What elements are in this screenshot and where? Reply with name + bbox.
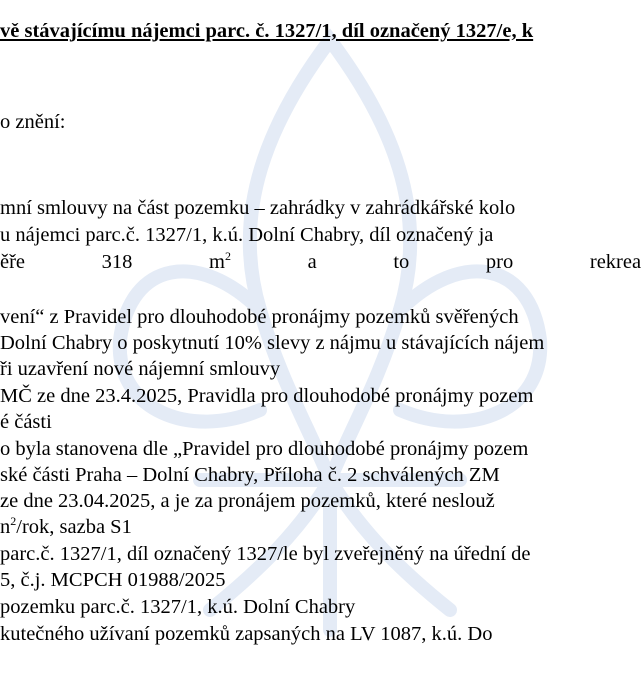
body-line-8: é části [0, 411, 52, 433]
body-line-3-word: ěře [0, 251, 26, 273]
body-line-6: ři uzavření nové nájemní smlouvy [0, 358, 281, 380]
body-line-9: o byla stanovena dle „Pravidel pro dlouhodobé pronájmy pozem [0, 438, 529, 460]
resolution-heading: vě stávajícímu nájemci parc. č. 1327/1, díl označený 1327/e, k [0, 20, 534, 42]
body-line-3 [0, 250, 641, 274]
body-line-3-word: pro [485, 251, 514, 273]
body-line-3-word: rekrea [589, 251, 641, 273]
intro-text: o znění: [0, 111, 66, 133]
body-line-3-word: a [307, 251, 317, 273]
body-line-5: Dolní Chabry o poskytnutí 10% slevy z nájmu u stávajících nájem [0, 332, 545, 354]
body-line-7: MČ ze dne 23.4.2025, Pravidla pro dlouhodobé pronájmy pozem [0, 385, 534, 407]
superscript: 2 [224, 249, 231, 264]
body-line-3-word: 318 [101, 251, 133, 273]
body-line-10: ské části Praha – Dolní Chabry, Příloha č. 2 schválených ZM [0, 464, 500, 486]
body-line-13: parc.č. 1327/1, díl označený 1327/le byl zveřejněný na úřední de [0, 543, 531, 565]
body-line-3-word: to [393, 251, 410, 273]
body-line-3-word: $m^2$ [209, 249, 231, 273]
body-line-14: 5, č.j. MCPCH 01988/2025 [0, 569, 226, 591]
superscript: 2 [10, 514, 17, 529]
body-line-1: mní smlouvy na část pozemku – zahrádky v zahrádkářské kolo [0, 197, 516, 219]
body-line-12: $n^2$/rok, sazba S1 [0, 514, 132, 538]
body-line-15: pozemku parc.č. 1327/1, k.ú. Dolní Chabry [0, 596, 356, 618]
body-line-2: u nájemci parc.č. 1327/1, k.ú. Dolní Chabry, díl označený ja [0, 224, 494, 246]
body-line-4: vení“ z Pravidel pro dlouhodobé pronájmy pozemků svěřených [0, 306, 519, 328]
body-line-11: ze dne 23.04.2025, a je za pronájem pozemků, které neslouž [0, 490, 495, 512]
body-line-16: kutečného užívaní pozemků zapsaných na LV 1087, k.ú. Do [0, 623, 493, 645]
